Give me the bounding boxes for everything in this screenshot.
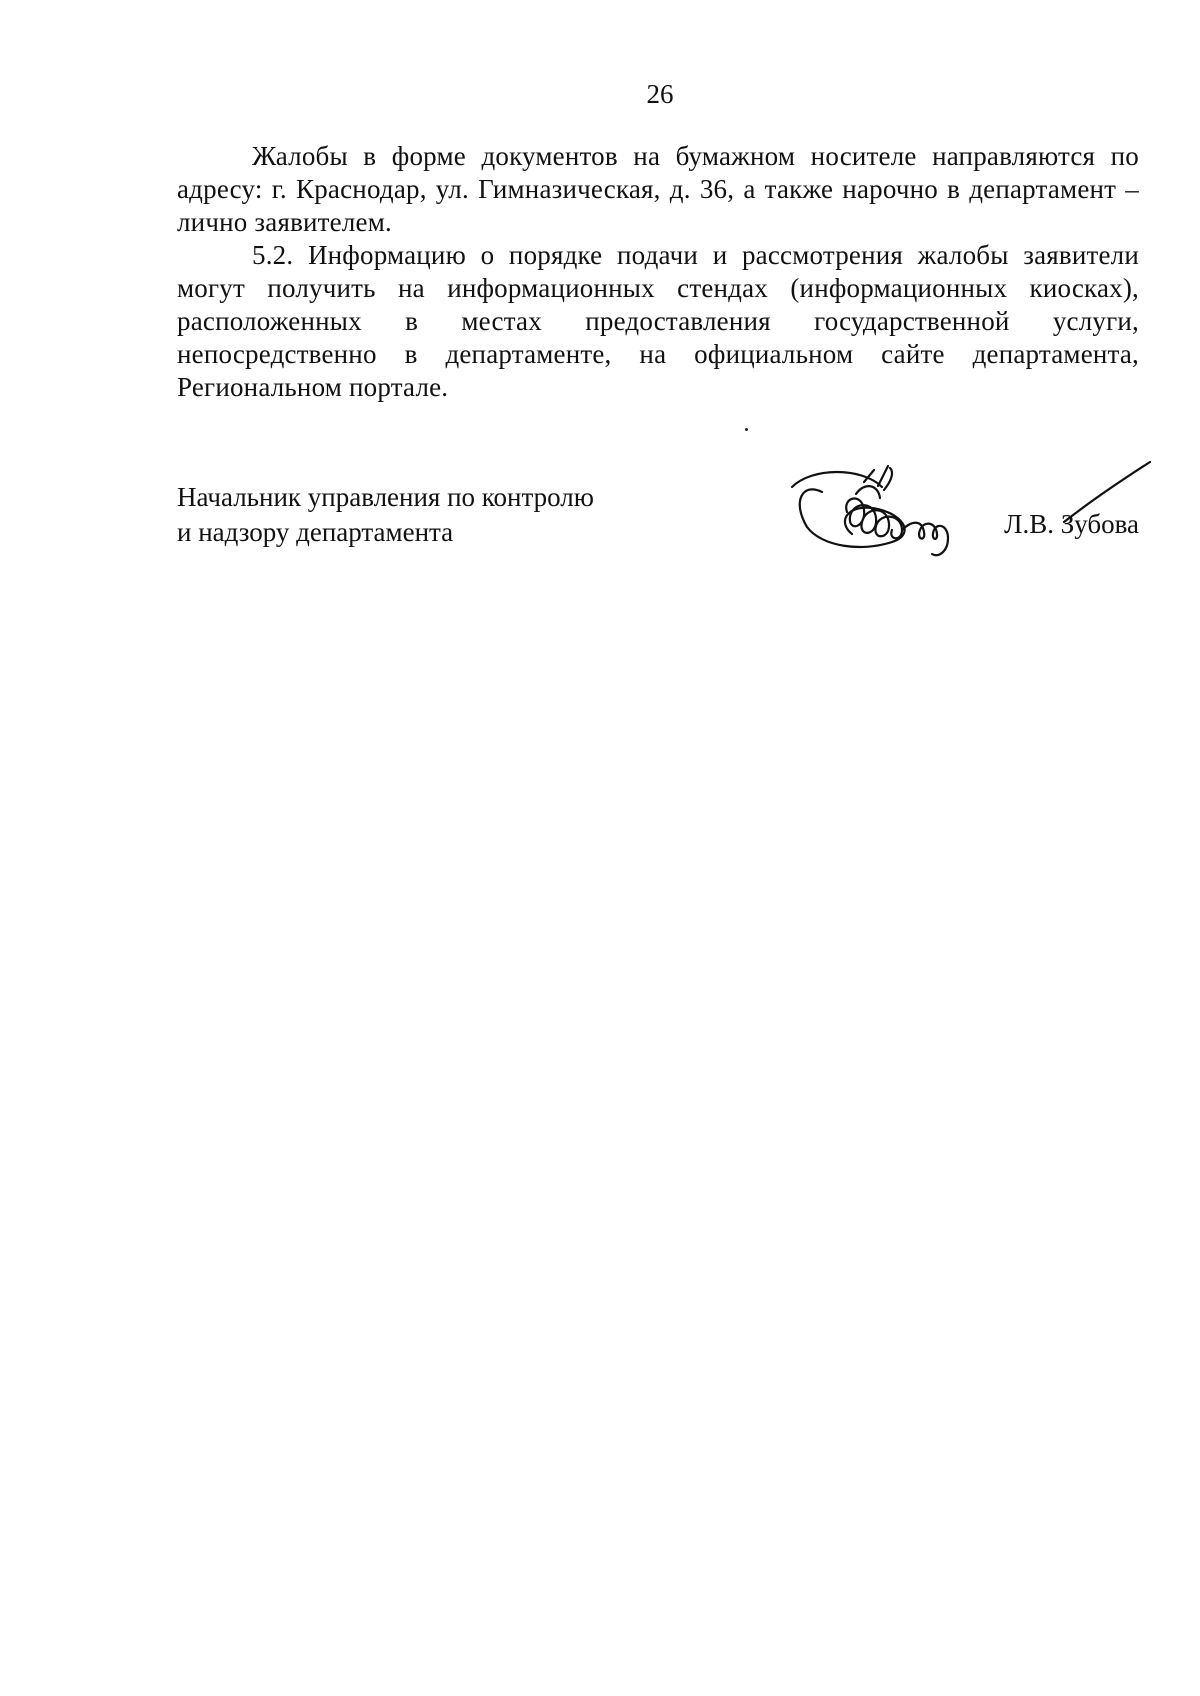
page-number: 26 xyxy=(646,79,674,109)
paragraph-complaint-info: 5.2. Информацию о порядке подачи и рассмотрения жалобы заявители могут получить на информационных стендах (информационных киосках), расположенных в местах предоставления государственной услуги, непосредственно в департаменте, на официальном сайте департамента, Региональном портале. xyxy=(177,240,1139,402)
scan-speck xyxy=(745,428,748,431)
signer-position-line1: Начальник управления по контролю xyxy=(177,482,594,512)
paragraph-complaints-address: Жалобы в форме документов на бумажном носителе направляются по адресу: г. Краснодар, ул. Гимназическая, д. 36, а также нарочно в департамент – лично заявителем. xyxy=(177,141,1139,237)
handwritten-signature xyxy=(752,442,1200,562)
document-body xyxy=(177,140,1139,404)
signer-name: Л.В. Зубова xyxy=(1004,509,1139,539)
signer-position xyxy=(177,480,594,550)
signer-position-line2: и надзору департамента xyxy=(177,517,454,547)
signature-block xyxy=(177,472,1139,582)
